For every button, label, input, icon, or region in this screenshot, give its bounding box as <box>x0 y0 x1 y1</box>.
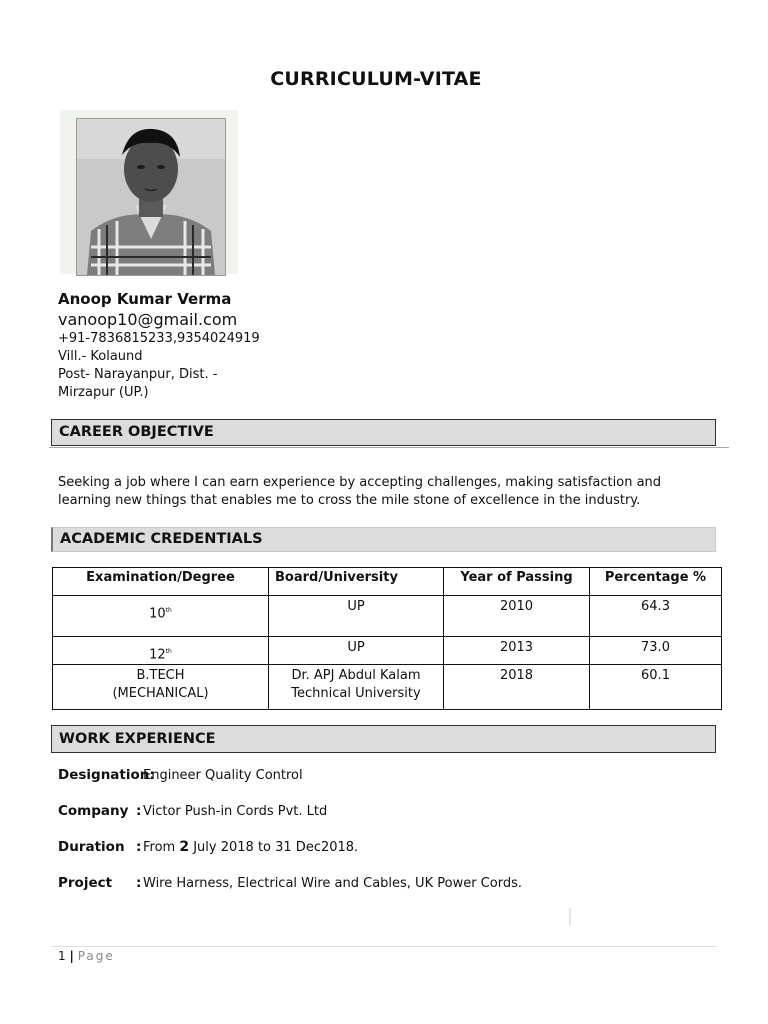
exam-name-line2: (MECHANICAL) <box>112 686 209 702</box>
document-title: CURRICULUM-VITAE <box>270 68 482 90</box>
exam-name: 10 <box>149 606 166 622</box>
page-number: 1 <box>58 949 66 963</box>
career-objective-text: Seeking a job where I can earn experience by accepting challenges, making satisfaction and learning new things that enables me to cross the mile stone of excellence in the industry. <box>58 475 662 508</box>
table-row <box>53 637 722 665</box>
candidate-name: Anoop Kumar Verma <box>58 290 232 308</box>
table-row <box>53 596 722 637</box>
table-cell: 64.3 <box>590 596 722 637</box>
table-cell <box>269 665 444 710</box>
duration-day: 2 <box>179 839 190 855</box>
profile-photo <box>60 110 238 274</box>
company-colon: : <box>136 803 142 819</box>
project-value: Wire Harness, Electrical Wire and Cables, UK Power Cords. <box>143 876 522 891</box>
email-address: vanoop10@gmail.com <box>58 310 238 329</box>
duration-prefix: From <box>143 840 180 855</box>
table-cell: 73.0 <box>590 637 722 665</box>
page-separator: | <box>69 949 74 963</box>
table-cell: 60.1 <box>590 665 722 710</box>
academic-table <box>52 567 722 710</box>
table-cell <box>53 665 269 710</box>
exam-name: B.TECH <box>136 668 185 684</box>
page-label: Page <box>77 949 115 963</box>
career-objective-heading: CAREER OBJECTIVE <box>51 419 716 446</box>
table-row <box>53 665 722 710</box>
designation-value: Engineer Quality Control <box>143 768 303 783</box>
project-colon: : <box>136 875 142 891</box>
board-name: Dr. APJ Abdul Kalam <box>291 668 421 684</box>
column-header: Examination/Degree <box>53 568 269 596</box>
academic-credentials-heading: ACADEMIC CREDENTIALS <box>51 527 716 552</box>
table-cell: 2013 <box>444 637 590 665</box>
duration-colon: : <box>136 839 142 855</box>
table-cell: 2018 <box>444 665 590 710</box>
duration-value <box>143 839 358 855</box>
person-portrait-icon <box>77 119 225 275</box>
duration-label: Duration <box>58 839 125 855</box>
company-label: Company <box>58 803 129 819</box>
designation-label: Designation: <box>58 767 155 783</box>
page-footer <box>58 949 115 963</box>
faint-mark <box>569 908 571 925</box>
project-label: Project <box>58 875 113 891</box>
section-divider <box>49 447 729 448</box>
board-name-line2: Technical University <box>291 686 421 702</box>
address-line: Vill.- Kolaund <box>58 349 143 364</box>
address-line: Post- Narayanpur, Dist. - <box>58 367 218 382</box>
exam-suffix: th <box>165 607 172 614</box>
table-cell <box>53 596 269 637</box>
column-header: Board/University <box>269 568 444 596</box>
address-line: Mirzapur (UP.) <box>58 385 149 400</box>
table-header-row <box>53 568 722 596</box>
table-cell: UP <box>269 596 444 637</box>
work-experience-heading: WORK EXPERIENCE <box>51 725 716 753</box>
exam-name: 12 <box>149 647 166 663</box>
table-cell: 2010 <box>444 596 590 637</box>
exam-suffix: th <box>165 648 172 655</box>
duration-rest: July 2018 to 31 Dec2018. <box>189 840 359 855</box>
table-cell: UP <box>269 637 444 665</box>
table-cell <box>53 637 269 665</box>
column-header: Year of Passing <box>444 568 590 596</box>
phone-number: +91-7836815233,9354024919 <box>58 331 260 346</box>
column-header: Percentage % <box>590 568 722 596</box>
footer-divider <box>52 946 716 947</box>
company-value: Victor Push-in Cords Pvt. Ltd <box>143 804 328 819</box>
